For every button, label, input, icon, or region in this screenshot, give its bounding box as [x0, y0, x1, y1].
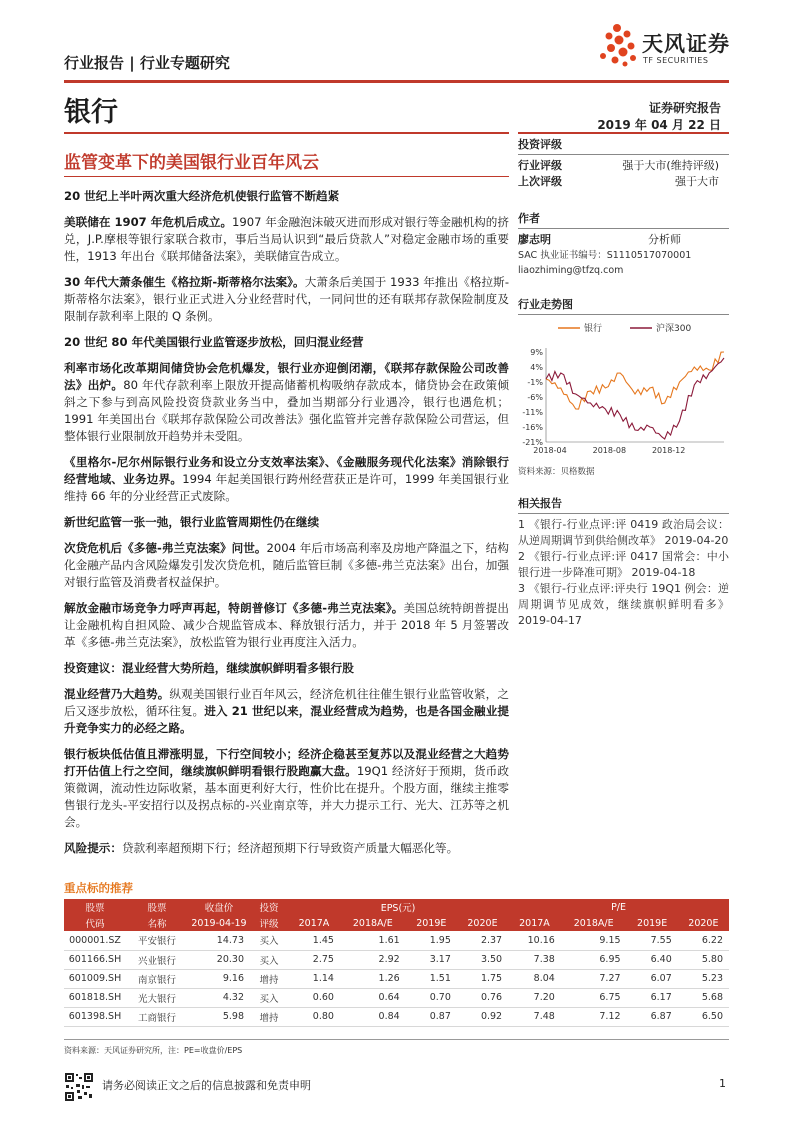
table-cell: 5.23 [678, 969, 729, 988]
stock-table [64, 899, 729, 1027]
table-cell: 6.22 [678, 931, 729, 950]
section-heading: 投资建议：混业经营大势所趋，继续旗帜鲜明看多银行股 [64, 661, 354, 675]
table-cell: 光大银行 [126, 988, 188, 1007]
paragraph: 30 年代大萧条催生《格拉斯-斯蒂格尔法案》。大萧条后美国于 1933 年推出《格拉斯-斯蒂格尔法案》，银行业正式进入分业经营时代，一同问世的还有联邦存款保险制度及限制存款利率上限的 Q 条例。 [64, 275, 510, 323]
table-cell: 7.55 [627, 931, 678, 950]
table-cell: 0.64 [340, 988, 406, 1007]
table-title: 重点标的推荐 [64, 881, 133, 895]
paragraph: 利率市场化改革期间储贷协会危机爆发，银行业亦迎倒闭潮，《联邦存款保险公司改善法》出炉。80 年代存款利率上限放开提高储蓄机构吸纳存款成本，储贷协会在政策倾斜之下参与到高风险投资贷款业务当中，叠加当期部分行业遇冷，银行也遇危机；1991 年美国出台《联邦存款保险公司改善法》强化监管并完善存款保险公司营运，但整体银行业限制放开趋势并未受阻。 [64, 361, 509, 443]
author-cert: SAC 执业证书编号：S1110517070001 [518, 250, 692, 261]
table-cell: 0.60 [288, 988, 340, 1007]
table-cell: 2.37 [457, 931, 508, 950]
table-cell: 5.68 [678, 988, 729, 1007]
table-cell: 3.50 [457, 950, 508, 969]
author-title: 作者 [518, 212, 540, 225]
table-cell: 8.04 [508, 969, 561, 988]
table-cell: 7.27 [561, 969, 627, 988]
table-cell: 1.45 [288, 931, 340, 950]
col-header: 代码 [64, 915, 126, 931]
col-header: EPS(元) [288, 899, 508, 915]
table-row [64, 1007, 729, 1026]
legend-label: 沪深300 [656, 324, 692, 334]
table-cell: 7.20 [508, 988, 561, 1007]
table-cell: 增持 [250, 1007, 288, 1026]
table-cell: 601818.SH [64, 988, 126, 1007]
table-cell: 6.87 [627, 1007, 678, 1026]
table-row [64, 969, 729, 988]
table-cell: 0.76 [457, 988, 508, 1007]
paragraph: 次贷危机后《多德-弗兰克法案》问世。2004 年后市场高利率及房地产降温之下，结构化金融产品内含风险爆发引发次贷危机，随后监管巨制《多德-弗兰克法案》出台，加强对银行监管及消费者权益保护。 [64, 541, 509, 589]
col-header: 2017A [508, 915, 561, 931]
header-rule [64, 80, 729, 83]
page-number: 1 [719, 1077, 726, 1090]
table-cell: 6.50 [678, 1007, 729, 1026]
divider [518, 314, 729, 315]
table-cell: 南京银行 [126, 969, 188, 988]
y-tick-label: -1% [527, 378, 543, 387]
col-header: 收盘价 [188, 899, 250, 915]
brand-name-en: TF SECURITIES [643, 56, 709, 65]
table-cell: 5.80 [678, 950, 729, 969]
table-cell: 9.15 [561, 931, 627, 950]
table-cell: 1.26 [340, 969, 406, 988]
related-report-link[interactable]: 2 《银行-行业点评:评 0417 国常会：中小银行进一步降准可期》 2019-04-18 [518, 550, 729, 579]
table-cell: 4.32 [188, 988, 250, 1007]
y-tick-label: -6% [527, 393, 543, 402]
col-header: 投资 [250, 899, 288, 915]
col-header: 股票 [64, 899, 126, 915]
table-cell: 6.40 [627, 950, 678, 969]
table-cell: 工商银行 [126, 1007, 188, 1026]
table-cell: 20.30 [188, 950, 250, 969]
x-tick-label: 2018-08 [592, 446, 627, 455]
table-row [64, 950, 729, 969]
author-email: liaozhiming@tfzq.com [518, 265, 624, 276]
y-tick-label: 4% [530, 363, 543, 372]
rating-title: 投资评级 [518, 138, 562, 151]
table-cell: 0.70 [406, 988, 457, 1007]
paragraph: 解放金融市场竞争力呼声再起，特朗普修订《多德-弗兰克法案》。美国总统特朗普提出让金融机构自担风险、减少合规监管成本、释放银行活力，并于 2018 年 5 月签署改革《多德-弗兰克法案》，放松监管为银行业再度注入活力。 [64, 601, 509, 649]
col-header: 2017A [288, 915, 340, 931]
table-cell: 增持 [250, 969, 288, 988]
report-type: 证券研究报告 [648, 101, 721, 115]
table-row [64, 931, 729, 950]
qr-code-icon [64, 1072, 94, 1102]
title-rule-top [64, 132, 509, 134]
table-cell: 0.80 [288, 1007, 340, 1026]
table-cell: 6.17 [627, 988, 678, 1007]
table-cell: 6.07 [627, 969, 678, 988]
y-tick-label: -16% [522, 423, 543, 432]
table-cell: 买入 [250, 950, 288, 969]
table-cell: 0.84 [340, 1007, 406, 1026]
table-row [64, 988, 729, 1007]
table-cell: 601166.SH [64, 950, 126, 969]
col-header: 评级 [250, 915, 288, 931]
paragraph: 《里格尔-尼尔州际银行业务和设立分支效率法案》、《金融服务现代化法案》消除银行经营地域、业务边界。1994 年起美国银行跨州经营获正是许可，1999 年美国银行业维持 66 年的分业经营正式废除。 [64, 455, 509, 503]
author-row: 廖志明 分析师 [518, 233, 681, 246]
brand-name-cn: 天风证券 [642, 32, 730, 56]
table-cell: 1.51 [406, 969, 457, 988]
table-cell: 0.92 [457, 1007, 508, 1026]
table-cell: 平安银行 [126, 931, 188, 950]
col-header: 2019E [627, 915, 678, 931]
title-rule-bottom [64, 176, 509, 177]
risk-warning: 风险提示：贷款利率超预期下行；经济超预期下行导致资产质量大幅恶化等。 [64, 841, 459, 855]
main-body [64, 188, 509, 866]
section-heading: 新世纪监管一张一弛，银行业监管周期性仍在继续 [64, 515, 320, 529]
table-cell: 000001.SZ [64, 931, 126, 950]
trend-title: 行业走势图 [518, 298, 573, 311]
divider [518, 154, 729, 155]
table-cell: 兴业银行 [126, 950, 188, 969]
table-cell: 1.75 [457, 969, 508, 988]
table-cell: 6.75 [561, 988, 627, 1007]
table-cell: 7.48 [508, 1007, 561, 1026]
table-cell: 买入 [250, 988, 288, 1007]
report-category: 行业报告 | 行业专题研究 [64, 54, 230, 72]
table-cell: 5.98 [188, 1007, 250, 1026]
sidebar [518, 132, 729, 629]
paragraph: 美联储在 1907 年危机后成立。1907 年金融泡沫破灭进而形成对银行等金融机构的挤兑，J.P.摩根等银行家联合救市，事后当局认识到“最后贷款人”对稳定金融市场的重要性，1913 年出台《联邦储备法案》，美联储宣告成立。 [64, 215, 509, 263]
table-cell: 601009.SH [64, 969, 126, 988]
section-heading: 20 世纪上半叶两次重大经济危机使银行监管不断趋紧 [64, 189, 340, 203]
col-header: 2019-04-19 [188, 915, 250, 931]
sidebar-rule [518, 132, 729, 134]
table-cell: 1.14 [288, 969, 340, 988]
legend-label: 银行 [584, 324, 603, 334]
table-source: 资料来源：天风证券研究所，注：PE=收盘价/EPS [64, 1046, 243, 1055]
report-date: 2019 年 04 月 22 日 [597, 118, 721, 132]
col-header: 2019E [406, 915, 457, 931]
table-cell: 买入 [250, 931, 288, 950]
table-header-row [64, 915, 729, 931]
divider [518, 228, 729, 229]
y-tick-label: -11% [522, 408, 543, 417]
disclaimer-link[interactable]: 请务必阅读正文之后的信息披露和免责申明 [102, 1079, 311, 1092]
chart-source: 资料来源：贝格数据 [518, 467, 595, 477]
y-tick-label: 9% [530, 348, 543, 357]
trend-chart [518, 318, 729, 463]
related-report-link[interactable]: 3 《银行-行业点评:评央行 19Q1 例会：逆周期调节见成效，继续旗帜鲜明看多》 2019-04-17 [518, 582, 729, 627]
divider [518, 513, 729, 514]
col-header: 2020E [678, 915, 729, 931]
related-title: 相关报告 [518, 497, 562, 510]
x-tick-label: 2018-04 [533, 446, 567, 455]
paragraph: 银行板块低估值且滞涨明显，下行空间较小；经济企稳甚至复苏以及混业经营之大趋势打开估值上行之空间，继续旗帜鲜明看银行股跑赢大盘。19Q1 经济好于预期，货币政策微调，流动性边际收紧，基本面更利好大行，性价比在提升。个股方面，继续主推零售银行龙头-平安招行以及拐点标的-兴业南京等，并大力提示工行、光大、江苏等之机会。 [64, 747, 509, 829]
rating-row: 行业评级 强于大市(维持评级) [518, 159, 719, 172]
col-header: 股票 [126, 899, 188, 915]
rating-row: 上次评级 强于大市 [518, 175, 719, 188]
table-cell: 1.61 [340, 931, 406, 950]
sector-title: 银行 [64, 97, 118, 128]
y-tick-label: -21% [522, 438, 543, 447]
col-header: 2018A/E [561, 915, 627, 931]
section-heading: 20 世纪 80 年代美国银行业监管逐步放松，回归混业经营 [64, 335, 364, 349]
table-cell: 7.38 [508, 950, 561, 969]
table-rule [64, 1039, 729, 1040]
table-cell: 7.12 [561, 1007, 627, 1026]
paragraph: 混业经营乃大趋势。纵观美国银行业百年风云，经济危机往往催生银行业监管收紧，之后又逐步放松，循环往复。进入 21 世纪以来，混业经营成为趋势，也是各国金融业提升竞争实力的必经之路。 [64, 687, 509, 735]
table-cell: 9.16 [188, 969, 250, 988]
table-cell: 2.92 [340, 950, 406, 969]
col-header: P/E [508, 899, 729, 915]
table-cell: 601398.SH [64, 1007, 126, 1026]
x-tick-label: 2018-12 [651, 446, 686, 455]
report-title: 监管变革下的美国银行业百年风云 [64, 153, 319, 173]
col-header: 名称 [126, 915, 188, 931]
table-cell: 1.95 [406, 931, 457, 950]
table-header-row [64, 899, 729, 915]
table-cell: 10.16 [508, 931, 561, 950]
table-cell: 0.87 [406, 1007, 457, 1026]
col-header: 2020E [457, 915, 508, 931]
related-report-link[interactable]: 1 《银行-行业点评:评 0419 政治局会议：从逆周期调节到供给侧改革》 2019-04-20 [518, 518, 729, 547]
table-cell: 2.75 [288, 950, 340, 969]
table-cell: 3.17 [406, 950, 457, 969]
table-cell: 14.73 [188, 931, 250, 950]
table-cell: 6.95 [561, 950, 627, 969]
col-header: 2018A/E [340, 915, 406, 931]
trend-chart-svg [518, 318, 729, 463]
